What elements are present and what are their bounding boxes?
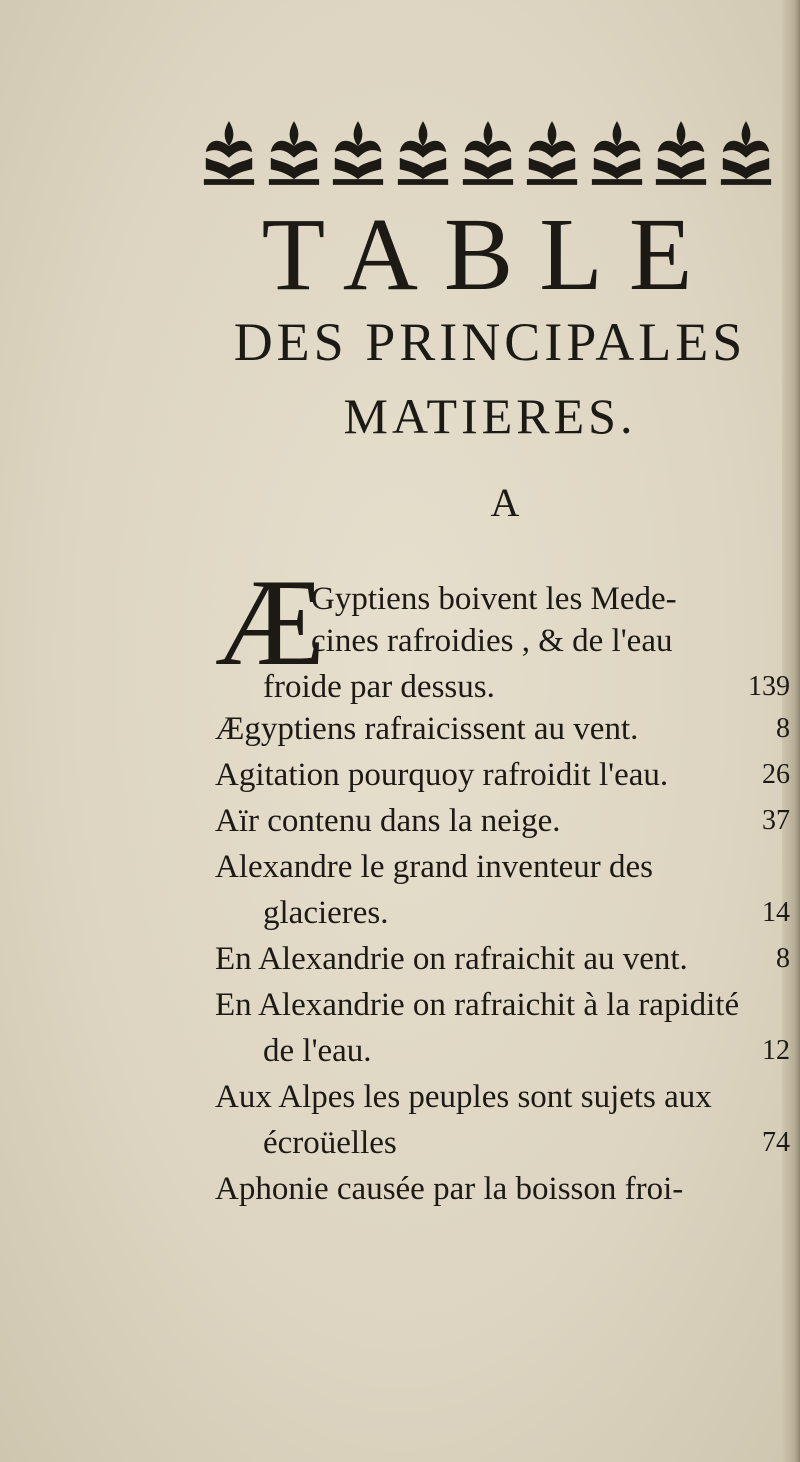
fleuron-icon (459, 117, 517, 187)
ornament-band (200, 112, 775, 192)
entry-text: Ægyptiens rafraicissent au vent. (215, 711, 639, 747)
page-number: 37 (762, 805, 790, 836)
index-entry (215, 982, 790, 1074)
fleuron-icon (652, 117, 710, 187)
page-number: 8 (776, 943, 790, 974)
page-number: 8 (776, 713, 790, 744)
index-entry (215, 1166, 790, 1212)
index-entry (215, 554, 790, 706)
entry-text: En Alexandrie on rafraichit au vent. (215, 941, 688, 977)
index-entry (215, 1074, 790, 1166)
entry-text: Aïr contenu dans la neige. (215, 803, 561, 839)
entry-text: Alexandre le grand inventeur des glacieres. (215, 849, 653, 931)
fleuron-icon (523, 117, 581, 187)
index-entry (215, 844, 790, 936)
section-letter: A (490, 480, 520, 525)
page-number: 12 (762, 1035, 790, 1066)
fleuron-icon (394, 117, 452, 187)
fleuron-icon (717, 117, 775, 187)
entry-text: Aphonie causée par la boisson froi- (215, 1171, 684, 1207)
index-entry (215, 706, 790, 752)
fleuron-icon (265, 117, 323, 187)
index-entry (215, 752, 790, 798)
page-title: TABLE (261, 197, 719, 312)
fleuron-icon (588, 117, 646, 187)
index-entry (215, 798, 790, 844)
entry-text-line: cines rafroidies , & de l'eau (311, 623, 673, 659)
drop-cap: Æ (215, 554, 326, 691)
fleuron-icon (329, 117, 387, 187)
page-number: 14 (762, 897, 790, 928)
entry-text-line: Gyptiens boivent les Mede- (311, 581, 677, 617)
index-entries (215, 554, 790, 1212)
index-entry (215, 936, 790, 982)
subtitle-line-2: MATIERES. (343, 388, 637, 444)
entry-text-line: froide par dessus. (263, 669, 495, 705)
entry-text: En Alexandrie on rafraichit à la rapidité de l'eau. (215, 987, 740, 1069)
fleuron-icon (200, 117, 258, 187)
entry-text: Agitation pourquoy rafroidit l'eau. (215, 757, 669, 793)
page-number: 139 (748, 671, 790, 702)
entry-text: Aux Alpes les peuples sont sujets aux écroüelles (215, 1079, 712, 1161)
page-number: 74 (762, 1127, 790, 1158)
subtitle-line-1: DES PRINCIPALES (233, 312, 747, 372)
page-number: 26 (762, 759, 790, 790)
